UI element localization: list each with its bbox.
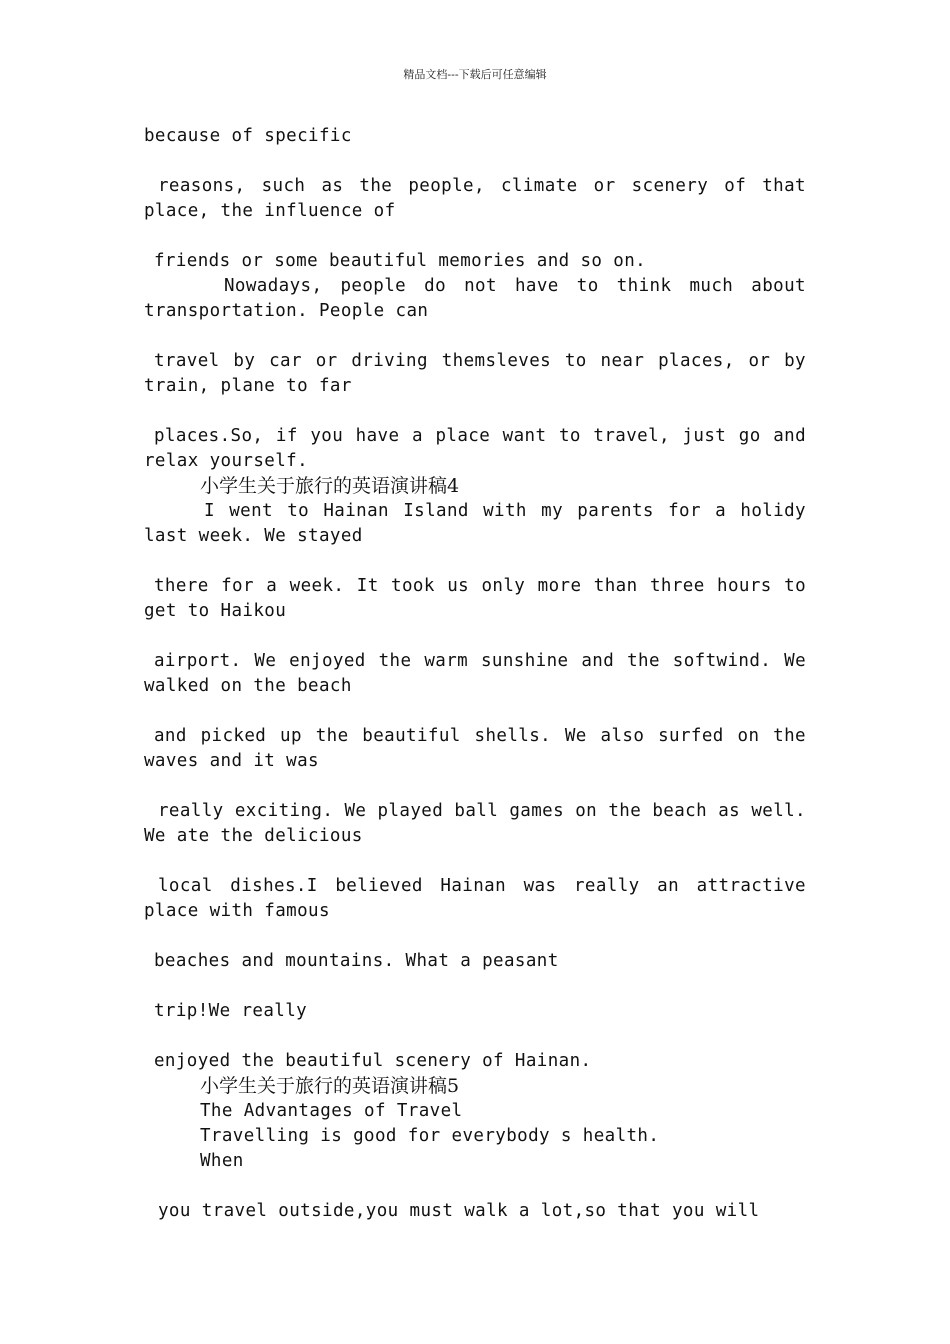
paragraph-line: and picked up the beautiful shells. We also surfed on the waves and it was [144,726,806,771]
paragraph-line: really exciting. We played ball games on the beach as well. We ate the delicious [144,801,806,846]
section-heading: 小学生关于旅行的英语演讲稿4 [200,475,460,497]
paragraph-line: Nowadays, people do not have to think much about transportation. People can [144,276,806,321]
page-header: 精品文档---下载后可任意编辑 [403,68,547,81]
section-heading: 小学生关于旅行的英语演讲稿5 [200,1075,460,1097]
paragraph-line: there for a week. It took us only more than three hours to get to Haikou [144,576,806,621]
paragraph-line: beaches and mountains. What a peasant [154,951,559,971]
paragraph-line: Travelling is good for everybody s health. [200,1126,660,1146]
paragraph-line: friends or some beautiful memories and so on. [154,251,647,271]
paragraph-line: The Advantages of Travel [200,1101,463,1121]
paragraph-line: because of specific [144,126,352,146]
paragraph-line: local dishes.I believed Hainan was really an attractive place with famous [144,876,806,921]
document-body [144,124,806,1224]
paragraph-line: enjoyed the beautiful scenery of Hainan. [154,1051,592,1071]
paragraph-line: you travel outside,you must walk a lot,so that you will [158,1201,760,1221]
paragraph-line: I went to Hainan Island with my parents for a holidy last week. We stayed [144,501,806,546]
paragraph-line: travel by car or driving themsleves to near places, or by train, plane to far [144,351,806,396]
paragraph-line: airport. We enjoyed the warm sunshine and the softwind. We walked on the beach [144,651,806,696]
paragraph-line: trip!We really [154,1001,308,1021]
paragraph-line: places.So, if you have a place want to travel, just go and relax yourself. [144,426,806,471]
paragraph-line: When [200,1151,244,1171]
paragraph-line: reasons, such as the people, climate or scenery of that place, the influence of [144,176,806,221]
